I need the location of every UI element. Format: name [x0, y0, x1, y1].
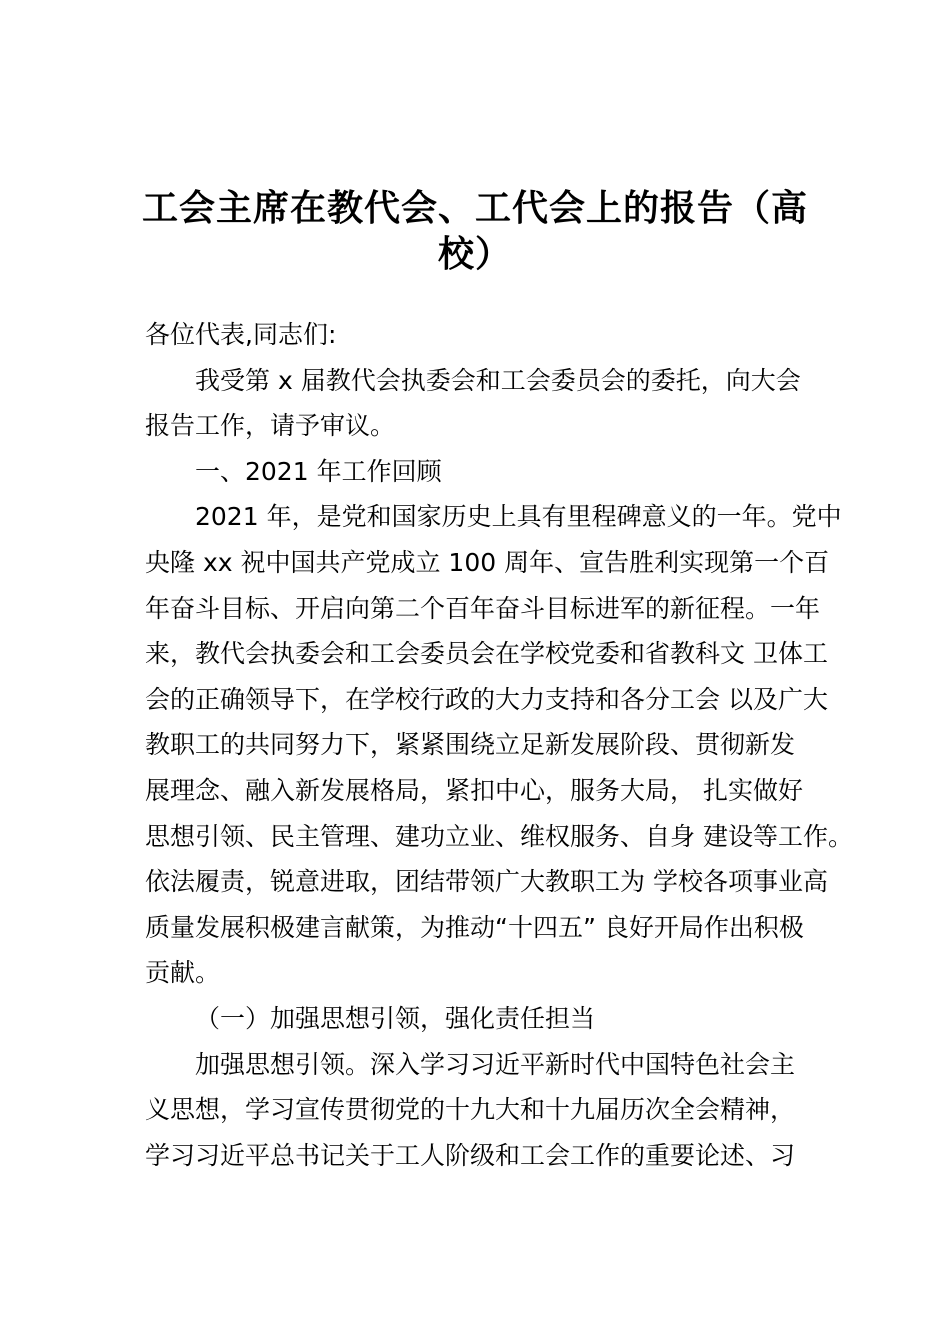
- paragraph-line: 年奋斗目标、开启向第二个百年奋斗目标进军的新征程。一年: [145, 593, 821, 623]
- paragraph-line: 教职工的共同努力下，紧紧围绕立足新发展阶段、贯彻新发: [145, 730, 796, 760]
- subsection-heading: （一）加强思想引领，强化责任担当: [195, 1003, 596, 1033]
- paragraph-line: 义思想，学习宣传贯彻党的十九大和十九届历次全会精神，: [145, 1095, 796, 1125]
- paragraph-line: 质量发展积极建言献策，为推动“十四五” 良好开局作出积极: [145, 912, 804, 942]
- title-line: 工会主席在教代会、工代会上的报告（高: [141, 188, 808, 229]
- intro-line: 报告工作，请予审议。: [145, 411, 396, 441]
- paragraph-line: 思想引领、民主管理、建功立业、维权服务、自身 建设等工作。: [145, 821, 853, 851]
- paragraph-line: 会的正确领导下，在学校行政的大力支持和各分工会 以及广大: [145, 684, 828, 714]
- section-heading: 一、2021 年工作回顾: [195, 456, 442, 486]
- paragraph-line: 学习习近平总书记关于工人阶级和工会工作的重要论述、习: [145, 1140, 796, 1170]
- document-body: [145, 312, 853, 1178]
- paragraph-line: 依法履责，锐意进取，团结带领广大教职工为 学校各项事业高: [145, 867, 828, 897]
- document-title: [140, 184, 810, 275]
- salutation: 各位代表,同志们:: [145, 320, 337, 349]
- title-line: 校）: [437, 233, 512, 275]
- paragraph-line: 展理念、融入新发展格局，紧扣中心，服务大局， 扎实做好: [145, 775, 803, 805]
- paragraph-line: 来，教代会执委会和工会委员会在学校党委和省教科文 卫体工: [145, 639, 828, 669]
- paragraph-line: 贡献。: [145, 958, 221, 988]
- intro-line: 我受第 x 届教代会执委会和工会委员会的委托，向大会: [195, 365, 801, 395]
- paragraph-line: 央隆 xx 祝中国共产党成立 100 周年、宣告胜利实现第一个百: [145, 547, 830, 577]
- paragraph-line: 2021 年，是党和国家历史上具有里程碑意义的一年。党中: [195, 502, 842, 532]
- paragraph-line: 加强思想引领。深入学习习近平新时代中国特色社会主: [195, 1049, 796, 1079]
